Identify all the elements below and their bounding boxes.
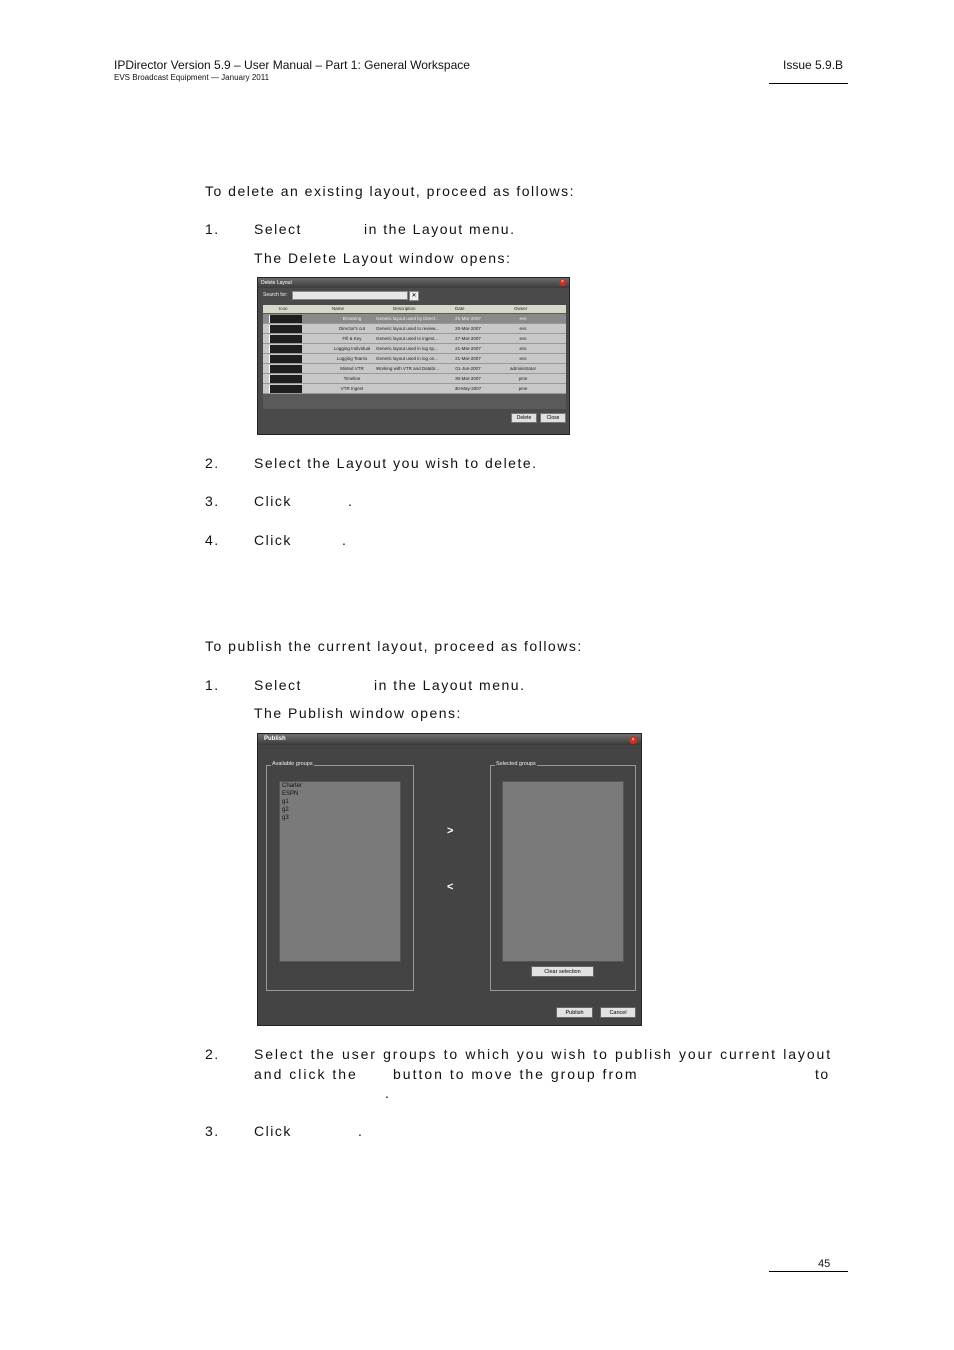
list-item[interactable]: ESPN xyxy=(282,791,299,797)
step-number: 3. xyxy=(205,493,220,509)
row-description: Generic layout used by Direct... xyxy=(376,316,439,321)
row-name: Mixted VTR xyxy=(340,366,364,371)
clear-search-icon[interactable]: ✕ xyxy=(409,291,419,301)
header-issue: Issue 5.9.B xyxy=(783,58,844,72)
table-row[interactable] xyxy=(263,344,566,354)
step-number: 3. xyxy=(205,1123,220,1139)
layout-thumbnail-icon xyxy=(269,375,302,383)
row-name: Browsing xyxy=(342,316,362,321)
column-header: Icon xyxy=(279,306,288,311)
step-text: in the Layout menu. xyxy=(364,221,516,237)
window-title: Publish xyxy=(258,734,641,745)
page-number: 45 xyxy=(818,1258,831,1270)
table-header xyxy=(263,305,566,313)
selected-groups-list[interactable] xyxy=(502,781,624,962)
row-owner: evs xyxy=(519,346,527,351)
step-text: button to move the group from xyxy=(393,1066,639,1082)
row-name: Fill & Key xyxy=(342,336,362,341)
row-name: VTR Ingest xyxy=(340,386,364,391)
header-title: IPDirector Version 5.9 – User Manual – Part 1: General Workspace xyxy=(114,58,470,72)
row-description: Working with VTR and Databr... xyxy=(376,366,439,371)
delete-button[interactable]: Delete xyxy=(511,413,537,423)
step-text: Click xyxy=(254,532,292,548)
table-row[interactable] xyxy=(263,384,566,394)
close-button[interactable]: Close xyxy=(540,413,566,423)
row-description: Generic layout used to ingest... xyxy=(376,336,439,341)
table-row[interactable] xyxy=(263,374,566,384)
row-owner: pme xyxy=(518,386,528,391)
window-opens-text: The Publish window opens: xyxy=(254,705,462,721)
delete-layout-window xyxy=(257,277,570,435)
row-description: Generic layout used in log on... xyxy=(376,356,439,361)
delete-intro: To delete an existing layout, proceed as follows: xyxy=(205,183,576,199)
list-item[interactable]: g2 xyxy=(282,807,289,813)
add-group-button[interactable]: > xyxy=(447,825,454,837)
table-row[interactable] xyxy=(263,324,566,334)
selected-groups-panel xyxy=(490,761,636,991)
clear-selection-button[interactable]: Clear selection xyxy=(531,966,594,977)
column-header: Description xyxy=(393,306,416,311)
step-number: 2. xyxy=(205,1046,220,1062)
footer-rule xyxy=(769,1271,848,1272)
step-text: Select the user groups to which you wish to publish your current layout xyxy=(254,1046,832,1062)
step-text: . xyxy=(342,532,348,548)
step-text: to xyxy=(815,1066,830,1082)
row-name: Director's cut xyxy=(338,326,366,331)
step-text: Select xyxy=(254,677,302,693)
row-owner: evs xyxy=(519,356,527,361)
close-icon[interactable]: × xyxy=(629,736,637,744)
step-text: Click xyxy=(254,493,292,509)
close-icon[interactable]: × xyxy=(559,279,566,286)
row-description: Generic layout used to review... xyxy=(376,326,439,331)
row-name: Logging Teams xyxy=(336,356,368,361)
layout-thumbnail-icon xyxy=(269,365,302,373)
row-owner: administrator xyxy=(509,366,536,371)
column-header: Name xyxy=(332,306,345,311)
table-row[interactable] xyxy=(263,314,566,324)
publish-intro: To publish the current layout, proceed as follows: xyxy=(205,638,583,654)
table-row[interactable] xyxy=(263,354,566,364)
row-owner: evs xyxy=(519,326,527,331)
layout-thumbnail-icon xyxy=(269,385,302,393)
list-item[interactable]: g1 xyxy=(282,799,289,805)
layout-thumbnail-icon xyxy=(269,335,302,343)
step-number: 4. xyxy=(205,532,220,548)
header-subtitle: EVS Broadcast Equipment — January 2011 xyxy=(114,73,270,82)
column-header: Date xyxy=(455,306,465,311)
available-groups-label: Available groups xyxy=(272,761,313,767)
list-item[interactable]: g3 xyxy=(282,815,289,821)
selected-groups-label: Selected groups xyxy=(496,761,536,767)
step-text: . xyxy=(385,1085,391,1101)
row-date: 30-May-2007 xyxy=(454,386,482,391)
row-date: 27-Mar-2007 xyxy=(455,336,481,341)
step-text: Select xyxy=(254,221,302,237)
step-text: and click the xyxy=(254,1066,358,1082)
row-date: 21-Mar-2007 xyxy=(455,316,481,321)
header-rule xyxy=(769,83,848,84)
layout-thumbnail-icon xyxy=(269,345,302,353)
table-row[interactable] xyxy=(263,364,566,374)
row-date: 21-Mar-2007 xyxy=(455,346,481,351)
search-label: Search for: xyxy=(263,292,288,298)
column-header: Owner xyxy=(514,306,528,311)
remove-group-button[interactable]: < xyxy=(447,881,454,893)
table-row[interactable] xyxy=(263,334,566,344)
publish-window xyxy=(257,733,642,1026)
row-date: 30-Mar-2007 xyxy=(455,376,481,381)
row-name: Timeline xyxy=(343,376,361,381)
step-number: 1. xyxy=(205,221,220,237)
available-groups-panel xyxy=(266,761,414,991)
row-date: 21-Mar-2007 xyxy=(455,356,481,361)
window-opens-text: The Delete Layout window opens: xyxy=(254,250,512,266)
search-input[interactable] xyxy=(292,291,408,300)
row-name: Logging Individual xyxy=(333,346,371,351)
window-title: Delete Layout xyxy=(258,278,569,288)
layout-thumbnail-icon xyxy=(269,325,302,333)
row-owner: evs xyxy=(519,316,527,321)
step-text: . xyxy=(348,493,354,509)
step-number: 1. xyxy=(205,677,220,693)
layout-thumbnail-icon xyxy=(269,315,302,323)
cancel-button[interactable]: Cancel xyxy=(600,1007,636,1018)
row-owner: evs xyxy=(519,336,527,341)
step-text: in the Layout menu. xyxy=(374,677,526,693)
step-text: Click xyxy=(254,1123,292,1139)
step-text: . xyxy=(358,1123,364,1139)
row-description: Generic layout used in log sp... xyxy=(376,346,438,351)
step-text: Select the Layout you wish to delete. xyxy=(254,455,538,471)
row-owner: pme xyxy=(518,376,528,381)
layout-table xyxy=(263,305,566,409)
step-number: 2. xyxy=(205,455,220,471)
layout-thumbnail-icon xyxy=(269,355,302,363)
row-date: 01-Jun-2007 xyxy=(455,366,481,371)
publish-button[interactable]: Publish xyxy=(556,1007,593,1018)
row-date: 20-Mar-2007 xyxy=(455,326,481,331)
list-item[interactable]: Charter xyxy=(282,783,303,789)
available-groups-list[interactable] xyxy=(279,781,401,962)
